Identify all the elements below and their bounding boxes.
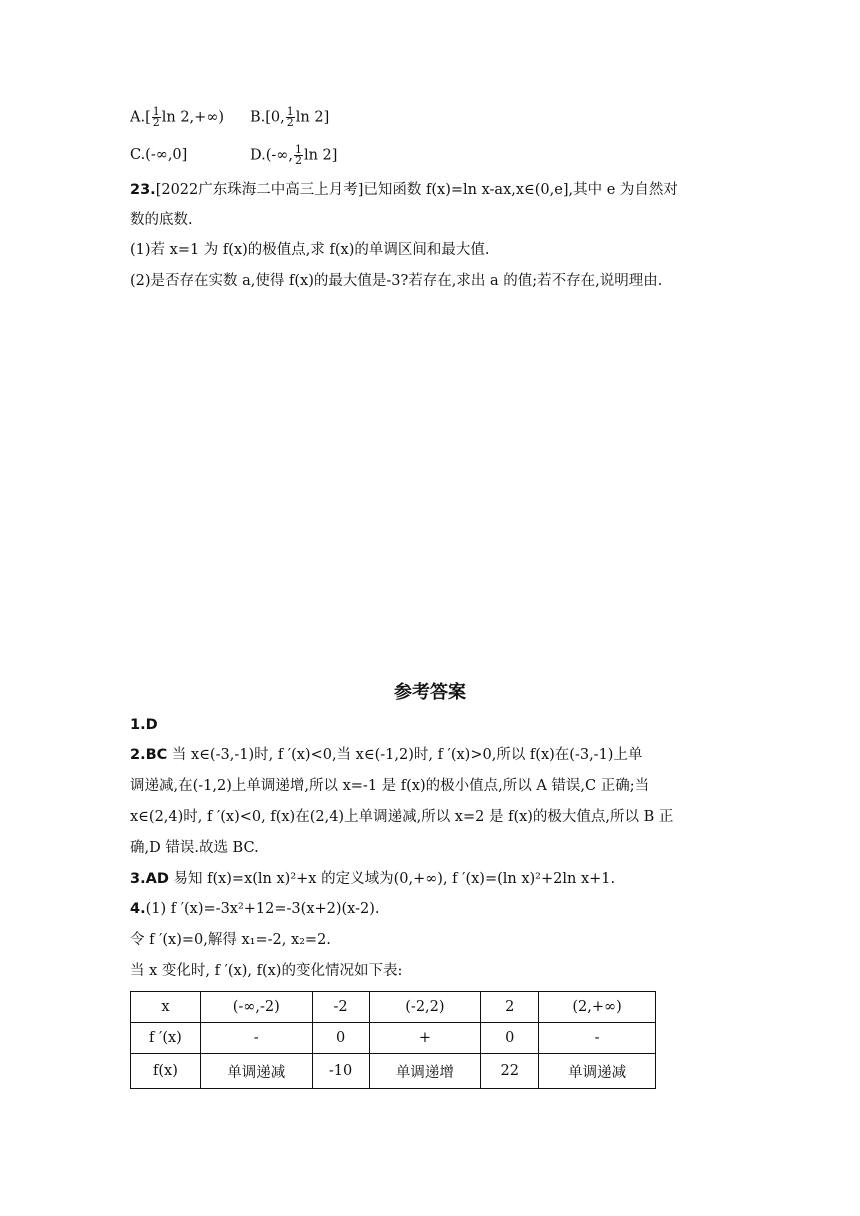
table-row <box>131 1023 656 1054</box>
answer-4-line3: 当 x 变化时, f ′(x), f(x)的变化情况如下表: <box>130 963 403 979</box>
table-cell: (2,+∞) <box>539 992 656 1023</box>
answer-2-line3: x∈(2,4)时, f ′(x)<0, f(x)在(2,4)上单调递减,所以 x=2 是 f(x)的极大值点,所以 B 正 <box>130 809 674 825</box>
answer-2-line2: 调递减,在(-1,2)上单调递增,所以 x=-1 是 f(x)的极小值点,所以 A 错误,C 正确;当 <box>130 778 650 794</box>
table-cell: 2 <box>481 992 539 1023</box>
table-cell: 单调递增 <box>369 1054 481 1089</box>
answer-3: 3.AD 易知 f(x)=x(ln x)²+x 的定义域为(0,+∞), f ′(x)=(ln x)²+2ln x+1. <box>130 871 616 887</box>
table-cell: f(x) <box>131 1054 201 1089</box>
answer-4-line2: 令 f ′(x)=0,解得 x₁=-2, x₂=2. <box>130 932 331 948</box>
option-d: D.(-∞, $\frac{1}{2}$ ln 2] <box>250 143 338 167</box>
table-cell: (-2,2) <box>369 992 481 1023</box>
question-23-line1: 23.[2022广东珠海二中高三上月考]已知函数 f(x)=ln x-ax,x∈(0,e],其中 e 为自然对 <box>130 182 678 198</box>
option-b: B.[0, $\frac{1}{2}$ ln 2] <box>250 105 330 129</box>
table-cell: 0 <box>481 1023 539 1054</box>
question-23-line2: 数的底数. <box>130 212 193 228</box>
answers-title: 参考答案 <box>394 682 466 703</box>
table-row <box>131 992 656 1023</box>
answer-2-line4: 确,D 错误.故选 BC. <box>130 840 259 856</box>
table-row <box>131 1054 656 1089</box>
table-cell: (-∞,-2) <box>200 992 312 1023</box>
question-23-part2: (2)是否存在实数 a,使得 f(x)的最大值是-3?若存在,求出 a 的值;若不存在,说明理由. <box>130 273 663 289</box>
table-cell: - <box>200 1023 312 1054</box>
option-a: A.[ $\frac{1}{2}$ ln 2,+∞) <box>130 105 225 129</box>
table-cell: 0 <box>312 1023 369 1054</box>
fraction: $\frac{1}{2}$ <box>152 105 160 129</box>
table-cell: x <box>131 992 201 1023</box>
answer-4-line1: 4.(1) f ′(x)=-3x²+12=-3(x+2)(x-2). <box>130 901 380 917</box>
option-c: C.(-∞,0] <box>130 147 188 163</box>
table-cell: 单调递减 <box>200 1054 312 1089</box>
question-23-part1: (1)若 x=1 为 f(x)的极值点,求 f(x)的单调区间和最大值. <box>130 242 490 258</box>
answer-2-line1: 2.BC 当 x∈(-3,-1)时, f ′(x)<0,当 x∈(-1,2)时, f ′(x)>0,所以 f(x)在(-3,-1)上单 <box>130 747 643 763</box>
fraction: $\frac{1}{2}$ <box>294 143 302 167</box>
table-cell: - <box>539 1023 656 1054</box>
table-cell: -10 <box>312 1054 369 1089</box>
variation-table <box>130 991 656 1089</box>
fraction: $\frac{1}{2}$ <box>286 105 294 129</box>
table-cell: 单调递减 <box>539 1054 656 1089</box>
answer-1: 1.D <box>130 717 158 733</box>
table-cell: 22 <box>481 1054 539 1089</box>
table-cell: -2 <box>312 992 369 1023</box>
table-cell: + <box>369 1023 481 1054</box>
table-cell: f ′(x) <box>131 1023 201 1054</box>
